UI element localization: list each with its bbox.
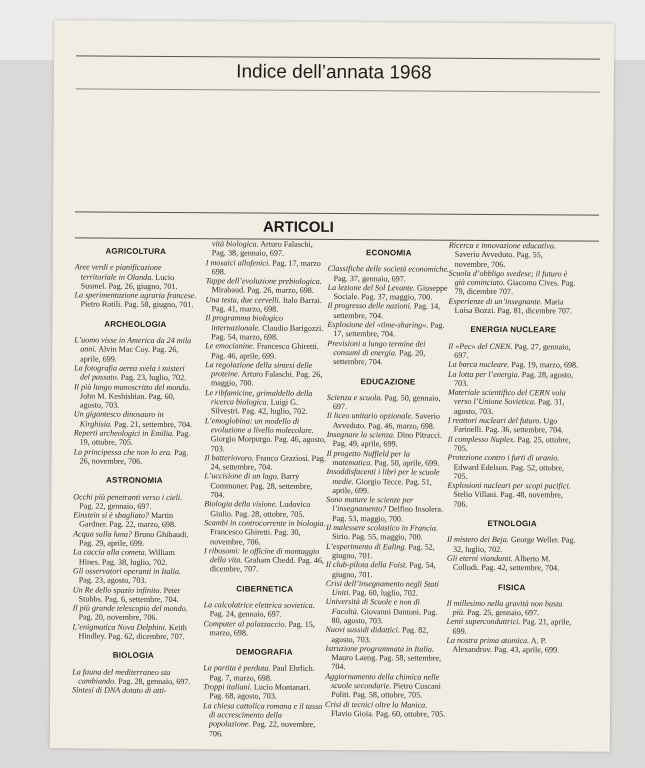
article-reference: Bruno Ghibaudi. Pag. 29, aprile, 699. <box>79 529 189 548</box>
article-reference: Maria Luisa Bozzi. Pag. 81, dicembre 707. <box>454 297 573 316</box>
article-reference: Arturo Falaschi, Pag. 38, gennaio, 697. <box>211 239 313 259</box>
article-title: Computer al palazzaccio. <box>203 618 287 629</box>
category-heading: EDUCAZIONE <box>360 376 416 387</box>
category-heading: BIOLOGIA <box>112 650 154 661</box>
article-reference: Pag. 22, novembre, 706. <box>208 719 316 738</box>
article-reference: Alberto M. Collodi. Pag. 42, settembre, 704. <box>452 554 560 573</box>
article-reference: Pag. 22, gennaio, 697. <box>79 501 152 511</box>
article-title: La barca nucleare. <box>448 359 510 370</box>
article-reference: Barry Commoner. Pag. 28, settembre, 704. <box>210 472 313 500</box>
article-reference: Giovanni Dantoni. Pag. 80, agosto, 703. <box>331 606 438 626</box>
article-reference: Saverio Avveduto. Pag. 46, marzo, 698. <box>332 411 440 431</box>
article-title: Insoddisfacenti i libri per le scuole medie. <box>326 467 440 486</box>
article-reference: Pag. 15, marzo, 698. <box>209 619 315 638</box>
article-title: I reattori nucleari del futuro. <box>447 415 542 426</box>
article-reference: Pag. 19, ottobre, 705. <box>79 429 191 448</box>
article-title: vità biologica. <box>211 239 259 249</box>
page-title: Indice dell’annata 1968 <box>236 61 432 84</box>
index-entry <box>326 542 448 561</box>
index-entry <box>206 239 328 258</box>
article-title: L’uomo visse in America da 24 mila anni. <box>74 335 192 354</box>
index-entry <box>326 579 448 598</box>
index-entry <box>204 500 326 519</box>
article-title: Troppi italiani. <box>203 682 252 692</box>
article-reference: Martin Gardner. Pag. 22, marzo, 698. <box>79 511 177 530</box>
article-reference: Pag. 14, settembre, 704. <box>333 301 441 321</box>
article-title: La calcolatrice elettrica sovietica. <box>203 600 315 610</box>
index-entry <box>72 622 194 641</box>
article-title: Università di Scuole e non di Facoltà. <box>325 597 420 616</box>
article-reference: Pag. 82, agosto, 703. <box>331 625 429 644</box>
index-entry <box>447 453 577 482</box>
index-entry <box>446 636 576 655</box>
category-heading: FISICA <box>498 582 526 592</box>
index-entry <box>205 360 327 389</box>
index-entry <box>325 644 447 673</box>
article-title: Il mistero dei Beja. <box>447 535 509 545</box>
article-reference: Pag. 20, settembre, 704. <box>333 348 426 367</box>
category-heading: ETNOLOGIA <box>487 518 537 529</box>
article-title: Reperti archeologici in Emilia. <box>73 428 175 439</box>
article-title: Il programma biologico internazionale. <box>205 313 283 333</box>
index-entry <box>325 625 447 644</box>
index-entry <box>325 672 447 701</box>
index-entry <box>74 410 196 429</box>
article-title: Istruzione programmata in Italia. <box>325 643 434 654</box>
index-entry <box>73 548 195 567</box>
index-entry <box>74 447 196 466</box>
section-title: ARTICOLI <box>262 218 334 237</box>
index-entry <box>327 411 449 430</box>
article-title: Il complesso Nuplex. <box>447 434 516 444</box>
article-title: Acqua sulla luna? <box>73 529 133 539</box>
article-reference: Pag. 54, giugno, 701. <box>331 560 436 579</box>
index-column-4 <box>446 241 579 655</box>
index-entry <box>205 341 327 360</box>
article-title: Il più lungo manoscritto del mondo. <box>73 381 191 392</box>
article-reference: Giacomo Cives. Pag. 79, dicembre 707. <box>454 278 576 297</box>
article-reference: Pag. 37, gennaio, 697. <box>333 273 406 284</box>
article-reference: Pag. 28, agosto, 703. <box>453 369 574 388</box>
index-entry <box>206 276 328 295</box>
article-title: La lezione del Sol Levante. <box>327 282 416 293</box>
article-title: Lenti superconduttrici. <box>446 617 521 627</box>
article-reference: Saverio Avveduto. Pag. 55, novembre, 706. <box>454 250 543 269</box>
article-title: Biologia della visione. <box>204 499 278 509</box>
article-reference: Luigi G. Silvestri. Pag. 42, luglio, 702. <box>210 397 308 417</box>
article-reference: Pag. 23, luglio, 702. <box>118 372 187 383</box>
article-reference: Keith Hindley. Pag. 62, dicembre, 707. <box>78 622 187 642</box>
index-entry <box>74 382 196 411</box>
article-reference: Pag. 50, aprile, 699. <box>372 458 440 468</box>
article-reference: Pietro Rotili. Pag. 58, giugno, 701. <box>80 299 194 310</box>
index-entry <box>73 511 195 530</box>
article-title: Il progresso delle nazioni. <box>327 301 412 311</box>
article-title: Il liceo unitario opzionale. <box>326 411 414 421</box>
index-entry <box>203 619 325 638</box>
article-title: Classifiche delle società economiche. <box>327 264 450 275</box>
index-entry <box>204 518 326 547</box>
index-entry <box>204 453 326 472</box>
article-reference: Pag. 60, luglio, 702. <box>350 588 418 598</box>
index-entry <box>205 314 327 343</box>
article-reference: Pag. 23, agosto, 703. <box>78 575 147 586</box>
index-entry <box>327 430 449 449</box>
section-rule-top <box>75 211 599 215</box>
article-title: I mosaici allofenici. <box>205 257 271 268</box>
index-entry <box>203 701 325 739</box>
article-reference: Alvin Mac Coy. Pag. 26, aprile, 699. <box>80 344 179 364</box>
article-reference: John M. Keshishian. Pag. 60, agosto, 703. <box>79 391 175 410</box>
article-title: Previsioni a lungo termine dei consumi di energia. <box>327 338 426 358</box>
article-reference: Sirio. Pag. 55, maggio, 700. <box>332 532 423 542</box>
index-entry <box>204 546 326 575</box>
index-entry <box>328 283 450 302</box>
article-title: Nuovi sussidi didattici. <box>325 625 400 635</box>
article-reference: Ludovico Giulio. Pag. 28, ottobre, 705. <box>210 499 311 519</box>
article-reference: Francesco Ghiretti. Pag. 30, novembre, 706. <box>210 527 301 547</box>
article-reference: Lucio Montanari. Pag. 68, agosto, 703. <box>209 682 311 702</box>
article-reference: Francesco Ghiretti. Pag. 46, aprile, 699. <box>211 341 319 361</box>
article-reference: Giorgio Morpurgo. Pag. 46, agosto, 703. <box>210 434 326 453</box>
article-title: Materiale scientifico del CERN vola verso l’Unione Sovietica. <box>447 387 566 407</box>
article-title: Il più grande telescopio del mondo. <box>72 603 188 614</box>
article-title: Sintesi di DNA dotato di atti- <box>72 685 167 696</box>
article-title: La principessa che non lo era. <box>73 447 173 457</box>
article-title: Gli eterni viandanti. <box>446 553 513 564</box>
article-title: Il «Pec» del CNEN. <box>448 341 513 351</box>
article-reference: William Hines. Pag. 38, luglio, 702. <box>78 548 175 567</box>
article-title: Scambi in controcorrente in biologia. <box>204 518 326 528</box>
index-entry <box>74 336 196 365</box>
index-column-1 <box>72 238 197 695</box>
article-reference: Giorgio Tecce. Pag. 51, aprile, 699. <box>332 476 432 496</box>
article-reference: Arturo Falaschi. Pag. 26, maggio, 700. <box>210 369 323 388</box>
article-reference: Pag. 17, marzo 698. <box>211 258 321 277</box>
index-entry <box>327 339 449 368</box>
index-entry <box>74 291 196 310</box>
article-reference: Italo Barrai. Pag. 41, marzo, 698. <box>211 295 322 314</box>
article-reference: Pag. 27, gennaio, 697. <box>454 341 571 360</box>
index-entry <box>205 295 327 314</box>
article-title: La regolazione della sintesi delle proteine. <box>205 360 313 379</box>
category-heading: AGRICOLTURA <box>105 246 167 256</box>
index-entry <box>74 428 196 447</box>
index-page <box>50 20 614 751</box>
article-reference: Pag. 26, novembre, 706. <box>79 447 189 466</box>
article-title: Esperienze di un’insegnante. <box>448 296 543 307</box>
article-title: La partita è perduta. <box>203 663 271 674</box>
index-column-2 <box>203 239 328 739</box>
article-reference: Pag. 50, gennaio, 697. <box>332 393 441 412</box>
article-title: Le emocianine. <box>205 341 255 351</box>
index-entry <box>73 585 195 604</box>
article-reference: Dino Pitracci. Pag. 49, aprile, 699. <box>332 430 442 449</box>
index-entry <box>448 388 578 417</box>
article-title: Scienza e scuola. <box>326 392 383 403</box>
article-reference: Pietro Cuscani Politi. Pag. 58, ottobre, 705. <box>331 681 441 700</box>
article-title: La lotta per l’energia. <box>448 369 520 379</box>
article-reference: Franco Graziosi. Pag. 24, settembre, 704. <box>210 453 326 472</box>
article-title: Occhi più penetranti verso i cieli. <box>73 491 183 502</box>
article-title: Il malessere scolastico in Francia. <box>326 522 439 533</box>
index-entry <box>203 664 325 683</box>
index-entry <box>326 560 448 579</box>
article-title: Crisi dell’insegnamento negli Stati Uniti. <box>325 578 439 598</box>
article-reference: Graham Chedd. Pag. 46, dicembre, 707. <box>209 555 324 574</box>
index-entry <box>327 301 449 320</box>
index-entry <box>204 472 326 501</box>
article-reference: Lucio Susmel. Pag. 26, giugno, 701. <box>80 272 178 291</box>
article-title: Crisi di tecnici oltre la Manica. <box>325 699 428 710</box>
index-entry <box>449 269 579 298</box>
article-title: Protezione contro i furti di uranio. <box>447 452 560 463</box>
index-column-3 <box>325 240 450 719</box>
index-entry <box>72 686 194 696</box>
article-reference: Pag. 28, gennaio, 697. <box>116 676 191 687</box>
index-entry <box>448 434 578 453</box>
article-title: Tappe dell’evoluzione prebiologica. <box>205 276 322 287</box>
index-entry <box>73 492 195 511</box>
article-title: I ribosomi: le officine di montaggio della vita. <box>203 546 320 565</box>
article-title: Esplosioni nucleari per scopi pacifici. <box>447 480 571 491</box>
index-entry <box>448 341 578 360</box>
article-reference: Paul Ehrlich. Pag. 7, marzo, 698. <box>209 664 315 683</box>
index-entry <box>205 416 327 454</box>
article-title: Aggiornamento della chimica nelle scuole secondarie. <box>325 671 440 691</box>
article-title: Le ribfamicine, grimaldello della ricerca biologica. <box>204 387 313 407</box>
article-reference: Peter Stubbs. Pag. 6, settembre, 704. <box>78 585 181 604</box>
index-entry <box>73 566 195 585</box>
article-reference: Pag. 25, gennaio, 697. <box>464 607 540 618</box>
title-rule-bottom <box>76 88 600 92</box>
article-title: Una testa, due cervelli. <box>205 295 281 305</box>
article-title: Un gigantesco dinosauro in Kirghisia. <box>73 409 164 429</box>
article-reference: Claudio Barigozzi. Pag. 54, marzo, 698. <box>211 323 324 342</box>
index-entry <box>203 682 325 701</box>
article-title: L’uccisione di un lago. <box>204 471 279 482</box>
article-reference: Pag. 20, novembre, 706. <box>78 612 158 623</box>
title-rule-top <box>76 55 600 59</box>
article-reference: Edward Edelson. Pag. 52, ottobre, 705. <box>453 462 565 481</box>
article-title: Scuola d’obbligo svedese; il futuro è già cominciato. <box>448 268 568 288</box>
article-title: L’emoglobina: un modello di evoluzione a livello molecolare. <box>204 415 314 435</box>
article-reference: Pag. 31, agosto, 703. <box>453 397 565 416</box>
category-heading: ARCHEOLOGIA <box>104 319 167 329</box>
index-entry <box>204 600 326 619</box>
index-entry <box>325 700 447 719</box>
index-entry <box>447 481 577 510</box>
article-title: Il progetto Nuffield per la matematica. <box>326 448 410 468</box>
article-reference: Pag. 21, settembre, 704. <box>112 419 193 429</box>
index-entry <box>326 597 448 626</box>
category-heading: ENERGIA NUCLEARE <box>470 325 557 335</box>
index-entry <box>74 363 196 382</box>
index-entry <box>447 599 577 618</box>
article-reference: Mirabaud. Pag. 26, marzo, 698. <box>211 285 314 296</box>
article-title: La chiesa cattolica romana e il tasso di accrescimento della popolazione. <box>203 700 323 729</box>
index-entry <box>446 617 576 636</box>
index-entry <box>73 529 195 548</box>
article-reference: Pag. 52, giugno, 701. <box>331 542 435 561</box>
article-reference: Pag. 24, gennaio, 697. <box>209 609 282 619</box>
index-entry <box>75 263 197 292</box>
index-entry <box>326 523 448 542</box>
article-title: La fauna del mediterraneo sta cambiando. <box>72 666 171 686</box>
article-reference: A. P. Alexandrov. Pag. 43, aprile, 699. <box>452 636 560 655</box>
article-reference: Flavio Gioia. Pag. 60, ottobre, 705. <box>330 708 446 719</box>
index-entry <box>205 388 327 417</box>
index-entry <box>326 495 448 524</box>
category-heading: ECONOMIA <box>365 248 412 258</box>
category-heading: DEMOGRAFIA <box>236 647 293 657</box>
article-title: Insegnare la scienza. <box>326 430 395 440</box>
article-title: L’enigmatica Nova Delphini. <box>72 622 167 632</box>
article-title: La fotografia aerea svela i misteri del passato. <box>74 363 185 382</box>
article-title: Il club-pilota della Foist. <box>325 560 408 570</box>
article-reference: Pag. 19, marzo, 698. <box>509 360 579 370</box>
article-title: Ricerca e innovazione educativa. <box>448 240 557 251</box>
index-entry <box>327 320 449 339</box>
article-title: Il batteriovoro. <box>204 453 254 463</box>
index-entry <box>328 264 450 283</box>
category-heading: ASTRONOMIA <box>106 475 163 486</box>
index-entry <box>447 554 577 573</box>
article-title: Esplosione del «time-sharing». <box>327 320 429 330</box>
index-entry <box>327 449 449 468</box>
article-title: Sono mature le scienze per l’insegnamento? <box>326 495 414 514</box>
article-title: Aree verdi e pianificazione territoriale in Olanda. <box>74 262 162 282</box>
article-title: Einstein si è sbagliato? <box>73 510 149 521</box>
category-heading: CIBERNETICA <box>236 584 294 594</box>
index-entry <box>73 604 195 623</box>
article-title: La sperimentazione agraria francese. <box>74 290 197 301</box>
index-entry <box>448 296 578 315</box>
index-entry <box>448 416 578 435</box>
article-title: Gli osservatori operanti in Italia. <box>72 566 182 576</box>
index-entry <box>448 369 578 388</box>
article-reference: Pag. 25, ottobre, 705. <box>453 434 571 453</box>
index-entry <box>447 535 577 554</box>
article-title: Un Re dello spazio infinito. <box>72 584 162 595</box>
article-reference: Giuseppe Sociale. Pag. 37, maggio, 700. <box>333 283 448 302</box>
article-reference: Stelio Villani. Pag. 48, novembre, 706. <box>453 490 563 509</box>
article-title: Il millesimo nella gravità non basta più. <box>446 598 563 617</box>
index-entry <box>72 667 194 686</box>
index-entry <box>327 393 449 412</box>
article-title: La nostra prima atomica. <box>446 635 530 646</box>
article-reference: George Weller. Pag. 32, luglio, 702. <box>452 535 576 554</box>
article-reference: Delfino Insolera. Pag. 53, maggio, 700. <box>332 504 444 524</box>
article-reference: Pag. 21, aprile, 699. <box>452 617 572 636</box>
article-reference: Pag. 17, settembre, 704. <box>333 320 445 339</box>
index-entry <box>206 258 328 277</box>
article-reference: Ugo Farinelli. Pag. 36, settembre, 704. <box>453 416 564 435</box>
index-entry <box>326 467 448 496</box>
article-reference: Mauro Laeng. Pag. 58, settembre, 704. <box>331 653 442 672</box>
article-title: La caccia alla cometa. <box>72 547 147 558</box>
index-entry <box>449 241 579 270</box>
article-title: L’esperimento di Ealing. <box>325 541 407 552</box>
